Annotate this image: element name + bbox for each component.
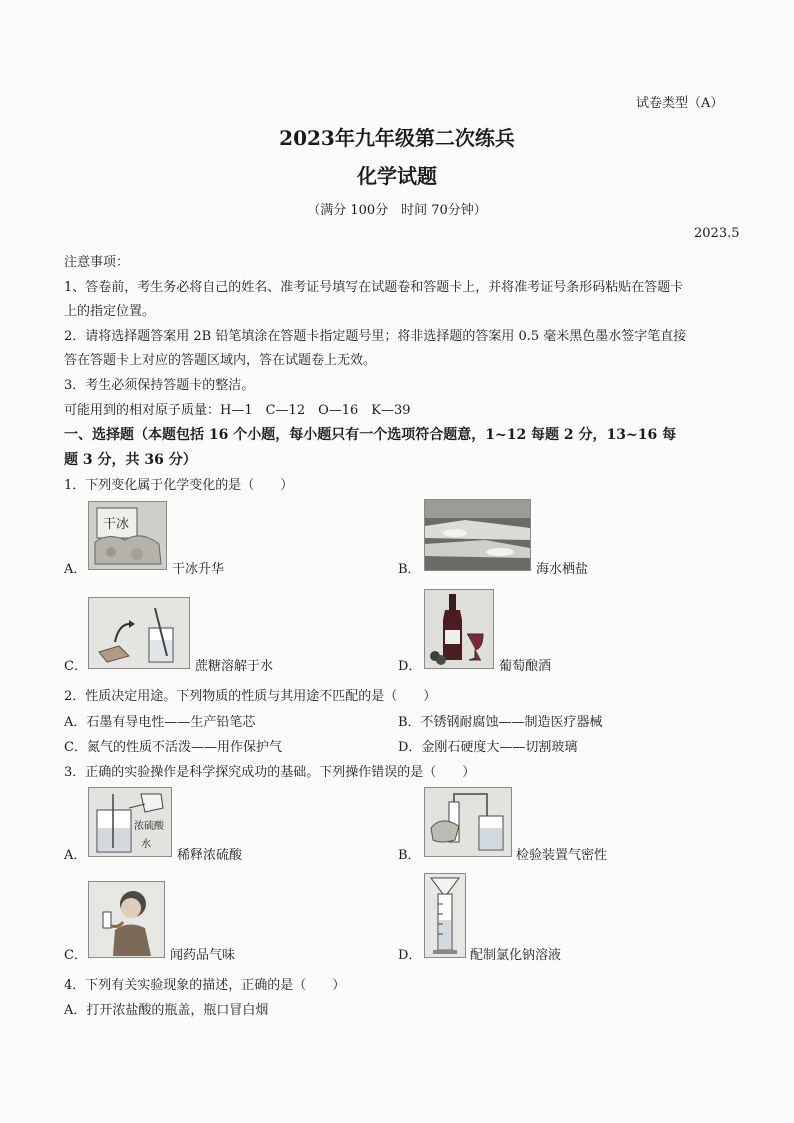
q1-stem: 1．下列变化属于化学变化的是（ ） [64,478,294,493]
q1-option-c-letter: C． [64,659,87,674]
q1-option-d-text: 葡萄酿酒 [499,659,552,674]
q2-option-d: D．金刚石硬度大——切割玻璃 [398,740,578,755]
q3-option-b-letter: B． [398,848,421,863]
note-2-line2: 答在答题卡上对应的答题区域内，答在试题卷上无效。 [64,353,377,368]
section-heading-line1: 一、选择题（本题包括 16 个小题，每小题只有一个选项符合题意，1~12 每题 2 分，13~16 每 [64,427,677,443]
q1-option-d-letter: D． [398,659,422,674]
q2-option-c: C．氮气的性质不活泼——用作保护气 [64,740,282,755]
q1-option-a-letter: A． [64,562,87,577]
q3-option-b-text: 检验装置气密性 [516,848,608,863]
smell-image [88,881,165,958]
dry-ice-label: 干冰 [103,517,130,532]
paper-type: 试卷类型（A） [636,96,724,111]
sea-salt-image [424,499,531,571]
atomic-masses: 可能用到的相对原子质量：H—1 C—12 O—16 K—39 [64,403,411,418]
q1-option-b-letter: B． [398,562,421,577]
exam-date: 2023.5 [694,226,740,241]
q3-option-c-text: 闻药品气味 [170,948,236,963]
q3-option-d-letter: D． [398,948,422,963]
q1-option-b-text: 海水栖盐 [536,562,589,577]
q4-option-a: A．打开浓盐酸的瓶盖，瓶口冒白烟 [64,1003,269,1018]
q3-stem: 3．正确的实验操作是科学探究成功的基础。下列操作错误的是（ ） [64,765,476,780]
q2-option-b: B．不锈钢耐腐蚀——制造医疗器械 [398,715,603,730]
q3-option-a-letter: A． [64,848,87,863]
page-subtitle: 化学试题 [357,164,437,188]
exam-meta: （满分 100分 时间 70分钟） [307,203,487,218]
q4-stem: 4．下列有关实验现象的描述，正确的是（ ） [64,978,346,993]
salt-field-illustration [425,500,530,570]
q3-option-c-letter: C． [64,948,87,963]
water-label: 水 [141,839,151,850]
page-title: 2023年九年级第二次练兵 [279,126,515,150]
q2-option-a: A．石墨有导电性——生产铅笔芯 [64,715,256,730]
nacl-solution-image [424,873,466,958]
q3-option-a-text: 稀释浓硫酸 [177,848,243,863]
wine-image [424,589,494,669]
sugar-beaker-illustration [89,598,189,668]
dilute-acid-image [88,787,172,857]
note-1-line1: 1、答卷前，考生务必将自己的姓名、准考证号填写在试题卷和答题卡上，并将准考证号条形码粘贴在答题卡 [64,280,684,295]
airtightness-illustration [425,788,511,856]
q1-option-c-text: 蔗糖溶解于水 [195,659,274,674]
note-1-line2: 上的指定位置。 [64,304,156,319]
section-heading-line2: 题 3 分，共 36 分） [64,452,197,468]
q2-stem: 2．性质决定用途。下列物质的性质与其用途不匹配的是（ ） [64,689,437,704]
dry-ice-image [88,501,167,570]
sugar-dissolve-image [88,597,190,669]
q3-option-d-text: 配制氯化钠溶液 [470,948,562,963]
smell-chemical-illustration [89,882,164,957]
q1-option-a-text: 干冰升华 [172,562,225,577]
note-2-line1: 2．请将选择题答案用 2B 铅笔填涂在答题卡指定题号里；将非选择题的答案用 0.5 毫米黑色墨水签字笔直接 [64,329,687,344]
airtightness-image [424,787,512,857]
acid-label: 浓硫酸 [134,821,164,832]
graduated-cylinder-illustration [425,874,465,957]
wine-bottle-illustration [425,590,493,668]
notes-heading: 注意事项： [64,255,130,270]
note-3: 3．考生必须保持答题卡的整洁。 [64,378,255,393]
